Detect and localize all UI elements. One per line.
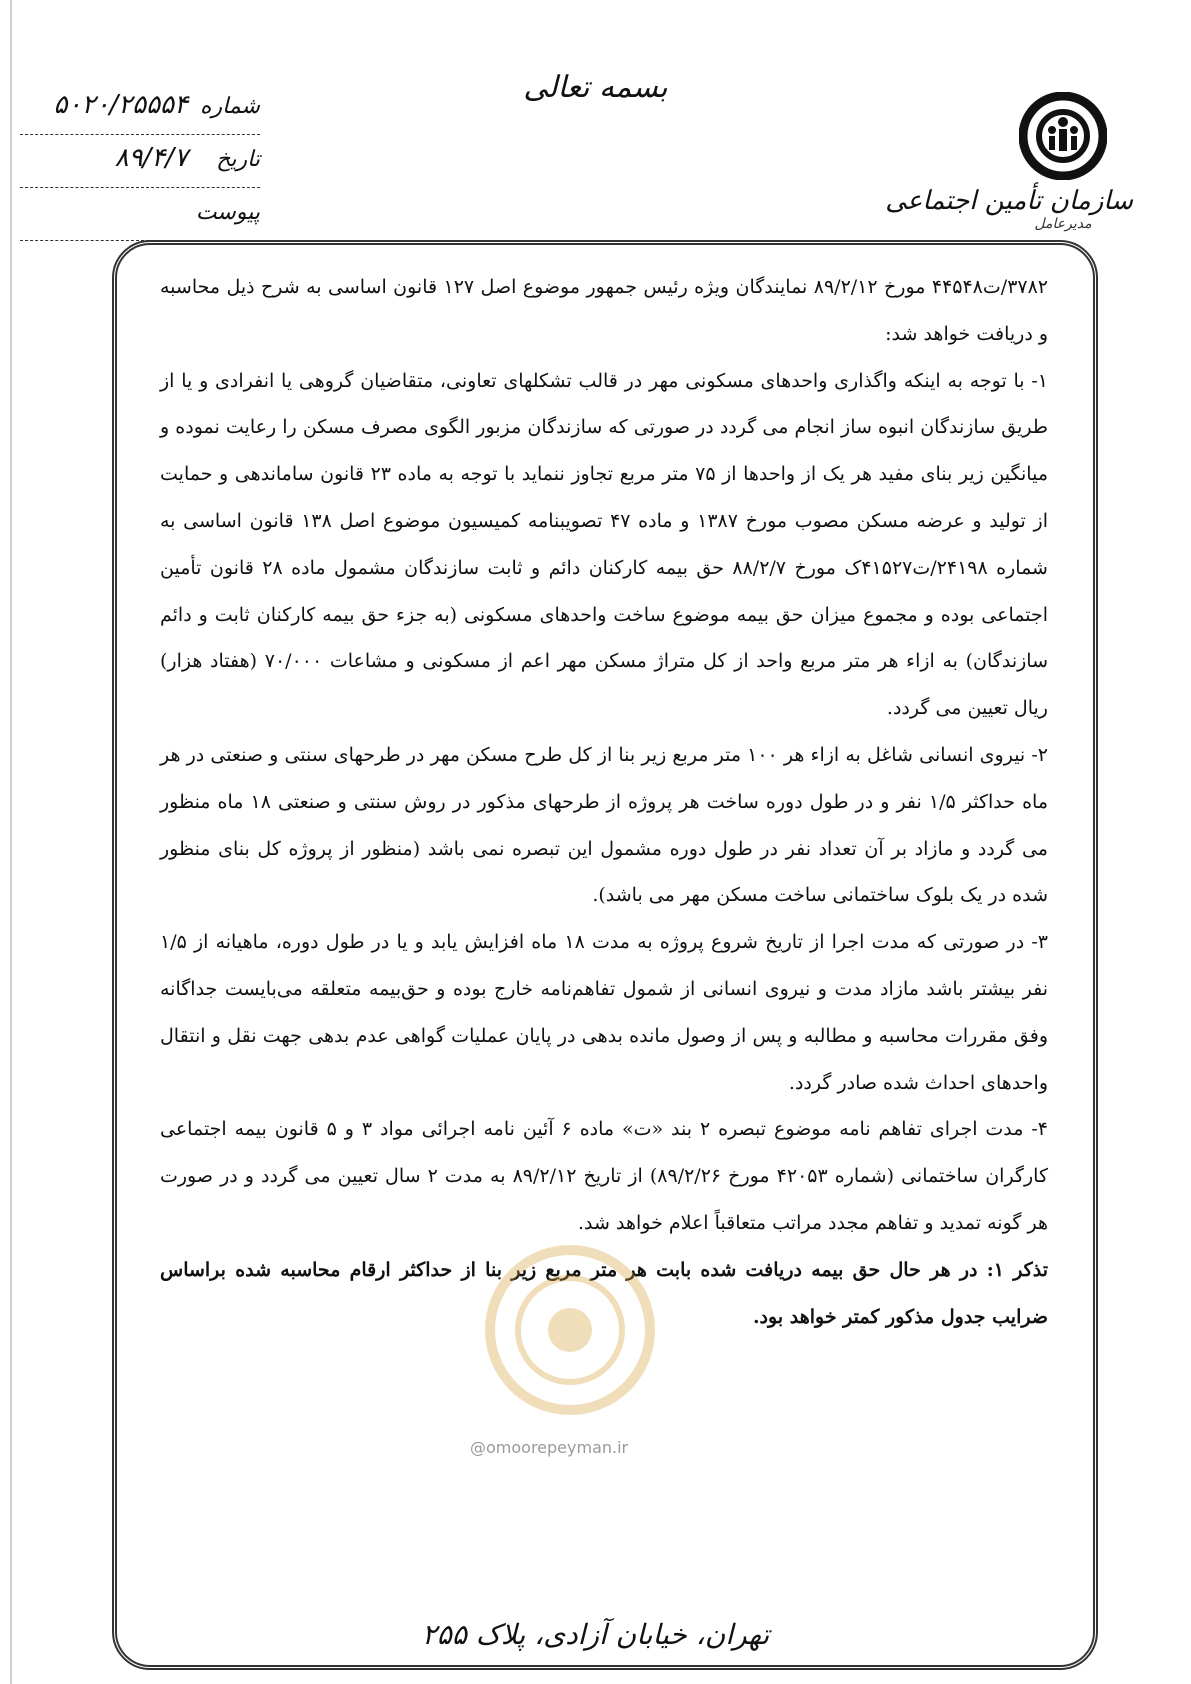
clause-1: ۱- با توجه به اینکه واگذاری واحدهای مسکونی مهر در قالب تشکلهای تعاونی، متقاضیان گروهی یا انفرادی و یا از طریق سازندگان انبوه ساز انجام می گردد در صورتی که سازندگان مزبور الگوی مصرف مسکن را رعایت نموده و میانگین زیر بنای مفید هر یک از واحدها از ۷۵ متر مربع تجاوز ننماید با توجه به ماده ۲۳ قانون ساماندهی و حمایت از تولید و عرضه مسکن مصوب مورخ ۱۳۸۷ و ماده ۴۷ تصویبنامه کمیسیون موضوع اصل ۱۳۸ قانون اساسی به شماره ۲۴۱۹۸/ت۴۱۵۲۷ک مورخ ۸۸/۲/۷ حق بیمه کارکنان دائم و ثابت سازندگان مشمول ماده ۲۸ قانون تأمین اجتماعی بوده و مجموع میزان حق بیمه موضوع ساخت واحدهای مسکونی (به جزء حق بیمه کارکنان ثابت و دائم سازندگان) به ازاء هر متر مربع واحد از کل متراژ مسکن مهر اعم از مسکونی و مشاعات ۷۰/۰۰۰ (هفتاد هزار) ریال تعیین می گردد. xyxy=(160,369,1049,720)
clause-2: ۲- نیروی انسانی شاغل به ازاء هر ۱۰۰ متر مربع زیر بنا از کل طرح مسکن مهر در طرحهای سنتی و صنعتی در هر ماه حداکثر ۱/۵ نفر و در طول دوره ساخت هر پروژه از طرحهای مذکور در روش سنتی و صنعتی ۱۸ ماه منظور می گردد و مازاد بر آن تعداد نفر در طول دوره مشمول این تبصره نمی باشد (منظور از پروژه کل بنای منظور شده در یک بلوک ساختمانی ساخت مسکن مهر می باشد). xyxy=(160,743,1048,907)
intro-paragraph: ۳۷۸۲/ت۴۴۵۴۸ مورخ ۸۹/۲/۱۲ نمایندگان ویژه رئیس جمهور موضوع اصل ۱۲۷ قانون اساسی به شرح ذیل محاسبه و دریافت خواهد شد: xyxy=(160,276,1049,345)
social-security-emblem-icon xyxy=(1019,92,1107,180)
date-label: تاریخ xyxy=(216,147,260,172)
clause-4: ۴- مدت اجرای تفاهم نامه موضوع تبصره ۲ بند «ت» ماده ۶ آئین نامه اجرائی مواد ۳ و ۵ قانون بیمه اجتماعی کارگران ساختمانی (شماره ۴۲۰۵۳ مورخ ۸۹/۲/۲۶) از تاریخ ۸۹/۲/۱۲ به مدت ۲ سال تعیین می گردد و در صورت هر گونه تمدید و تفاهم مجدد مراتب متعاقباً اعلام خواهد شد. xyxy=(160,1118,1049,1234)
letter-meta xyxy=(20,88,260,247)
organization-name: سازمان تأمین اجتماعی xyxy=(885,186,1133,216)
date-value: ۸۹/۴/۷ xyxy=(114,143,188,173)
clause-3: ۳- در صورتی که مدت اجرا از تاریخ شروع پروژه به مدت ۱۸ ماه افزایش یابد و یا در طول دوره، ماهیانه از ۱/۵ نفر بیشتر باشد مازاد مدت و نیروی انسانی از شمول تفاهم‌نامه خارج بوده و حق‌بیمه متعلقه می‌بایست جداگانه وفق مقررات محاسبه و مطالبه و پس از وصول مانده بدهی در پایان عملیات گواهی عدم بدهی جهت نقل و انتقال واحدهای احداث شده صادر گردد. xyxy=(160,931,1048,1094)
footer-address: تهران، خیابان آزادی، پلاک ۲۵۵ xyxy=(421,1618,770,1651)
number-value: ۵۰۲۰/۲۵۵۵۴ xyxy=(53,90,188,120)
note-1: تذکر ۱: در هر حال حق بیمه دریافت شده بابت هر متر مربع زیر بنا از حداکثر ارقام محاسبه شده براساس ضرایب جدول مذکور کمتر خواهد بود. xyxy=(160,1258,1048,1328)
scan-edge-line xyxy=(10,0,12,1684)
organization-subtitle: مدیرعامل xyxy=(1034,216,1092,232)
organization-logo xyxy=(885,92,1133,242)
watermark-seal-icon xyxy=(470,1230,670,1430)
date-row xyxy=(20,141,260,188)
watermark-url: @omoorepeyman.ir xyxy=(470,1438,629,1457)
number-row xyxy=(20,88,260,135)
letter-body xyxy=(160,264,1048,1340)
attachment-label: پیوست xyxy=(195,200,260,225)
number-label: شماره xyxy=(199,94,260,119)
basmala: بسمه تعالی xyxy=(523,70,668,105)
attachment-row xyxy=(20,194,260,241)
